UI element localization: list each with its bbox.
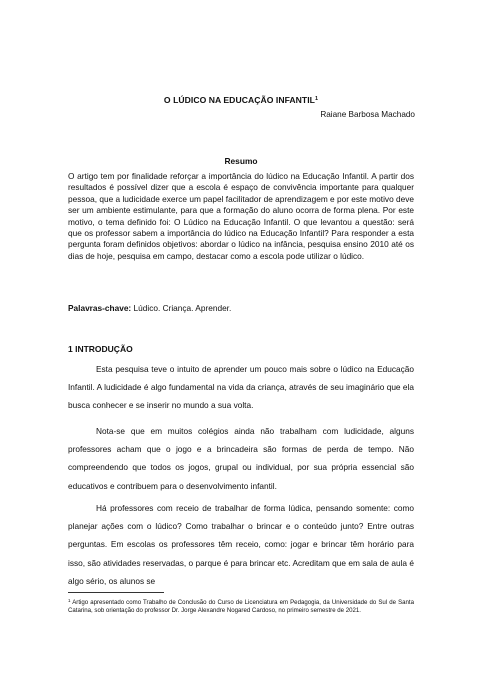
body-paragraph-1: Esta pesquisa teve o intuito de aprender um pouco mais sobre o lúdico na Educação Infantil. A ludicidade é algo fundamental na vida da criança, através de seu imaginário que ela busca conhecer e se inserir no mundo a sua volta. bbox=[68, 364, 414, 411]
keywords bbox=[68, 303, 414, 313]
footnote-mark: 1 bbox=[68, 598, 71, 603]
paper-title-text: O LÚDICO NA EDUCAÇÃO INFANTIL bbox=[163, 95, 315, 105]
footnote bbox=[68, 597, 414, 615]
section-heading: 1 INTRODUÇÃO bbox=[68, 344, 133, 354]
keywords-label: Palavras-chave: bbox=[68, 303, 132, 313]
keywords-values: Lúdico. Criança. Aprender. bbox=[131, 303, 232, 313]
body-paragraph-3: Há professores com receio de trabalhar de forma lúdica, pensando somente: como planejar ações com o lúdico? Como trabalhar o brincar e o conteúdo junto? Entre outras perguntas. Em escolas os professores têm receio, como: jogar e brincar têm horário para isso, são atividades reservadas, o parque é para brincar etc. Acreditam que em sala de aula é algo sério, os alunos se bbox=[68, 503, 414, 586]
body-paragraph-2: Nota-se que em muitos colégios ainda não trabalham com ludicidade, alguns professores acham que o jogo e a brincadeira são formas de perda de tempo. Não compreendendo que todos os jogos, grupal ou individual, por sua própria essencial são educativos e contribuem para o desenvolvimento infantil. bbox=[68, 426, 414, 491]
footnote-divider bbox=[68, 592, 164, 593]
author-name: Raiane Barbosa Machado bbox=[320, 110, 415, 119]
title-footnote-mark: 1 bbox=[314, 96, 319, 102]
abstract-text: O artigo tem por finalidade reforçar a importância do lúdico na Educação Infantil. A partir dos resultados é possível dizer que a escola é espaço de convivência importante para qualquer pessoa, que a ludicidade exerce um papel facilitador de aprendizagem e por este motivo deve ser um ambiente estimulante, para que a formação do aluno ocorra de forma plena. Por este motivo, o tema definido foi: O Lúdico na Educação Infantil. O que levantou a questão: será que os professor sabem a importância do lúdico na Educação Infantil? Para responder a esta pergunta foram definidos objetivos: abordar o lúdico na infância, pesquisa ensino 2010 até os dias de hoje, pesquisa em campo, destacar como a escola pode utilizar o lúdico. bbox=[68, 171, 414, 261]
paper-title bbox=[0, 95, 482, 105]
footnote-text: Artigo apresentado como Trabalho de Conclusão do Curso de Licenciatura em Pedagogia, da Universidade do Sul de Santa Catarina, sob orientação do professor Dr. Jorge Alexandre Nogared Cardoso, no primeiro semestre de 2021. bbox=[68, 599, 414, 615]
abstract-heading: Resumo bbox=[224, 156, 258, 166]
